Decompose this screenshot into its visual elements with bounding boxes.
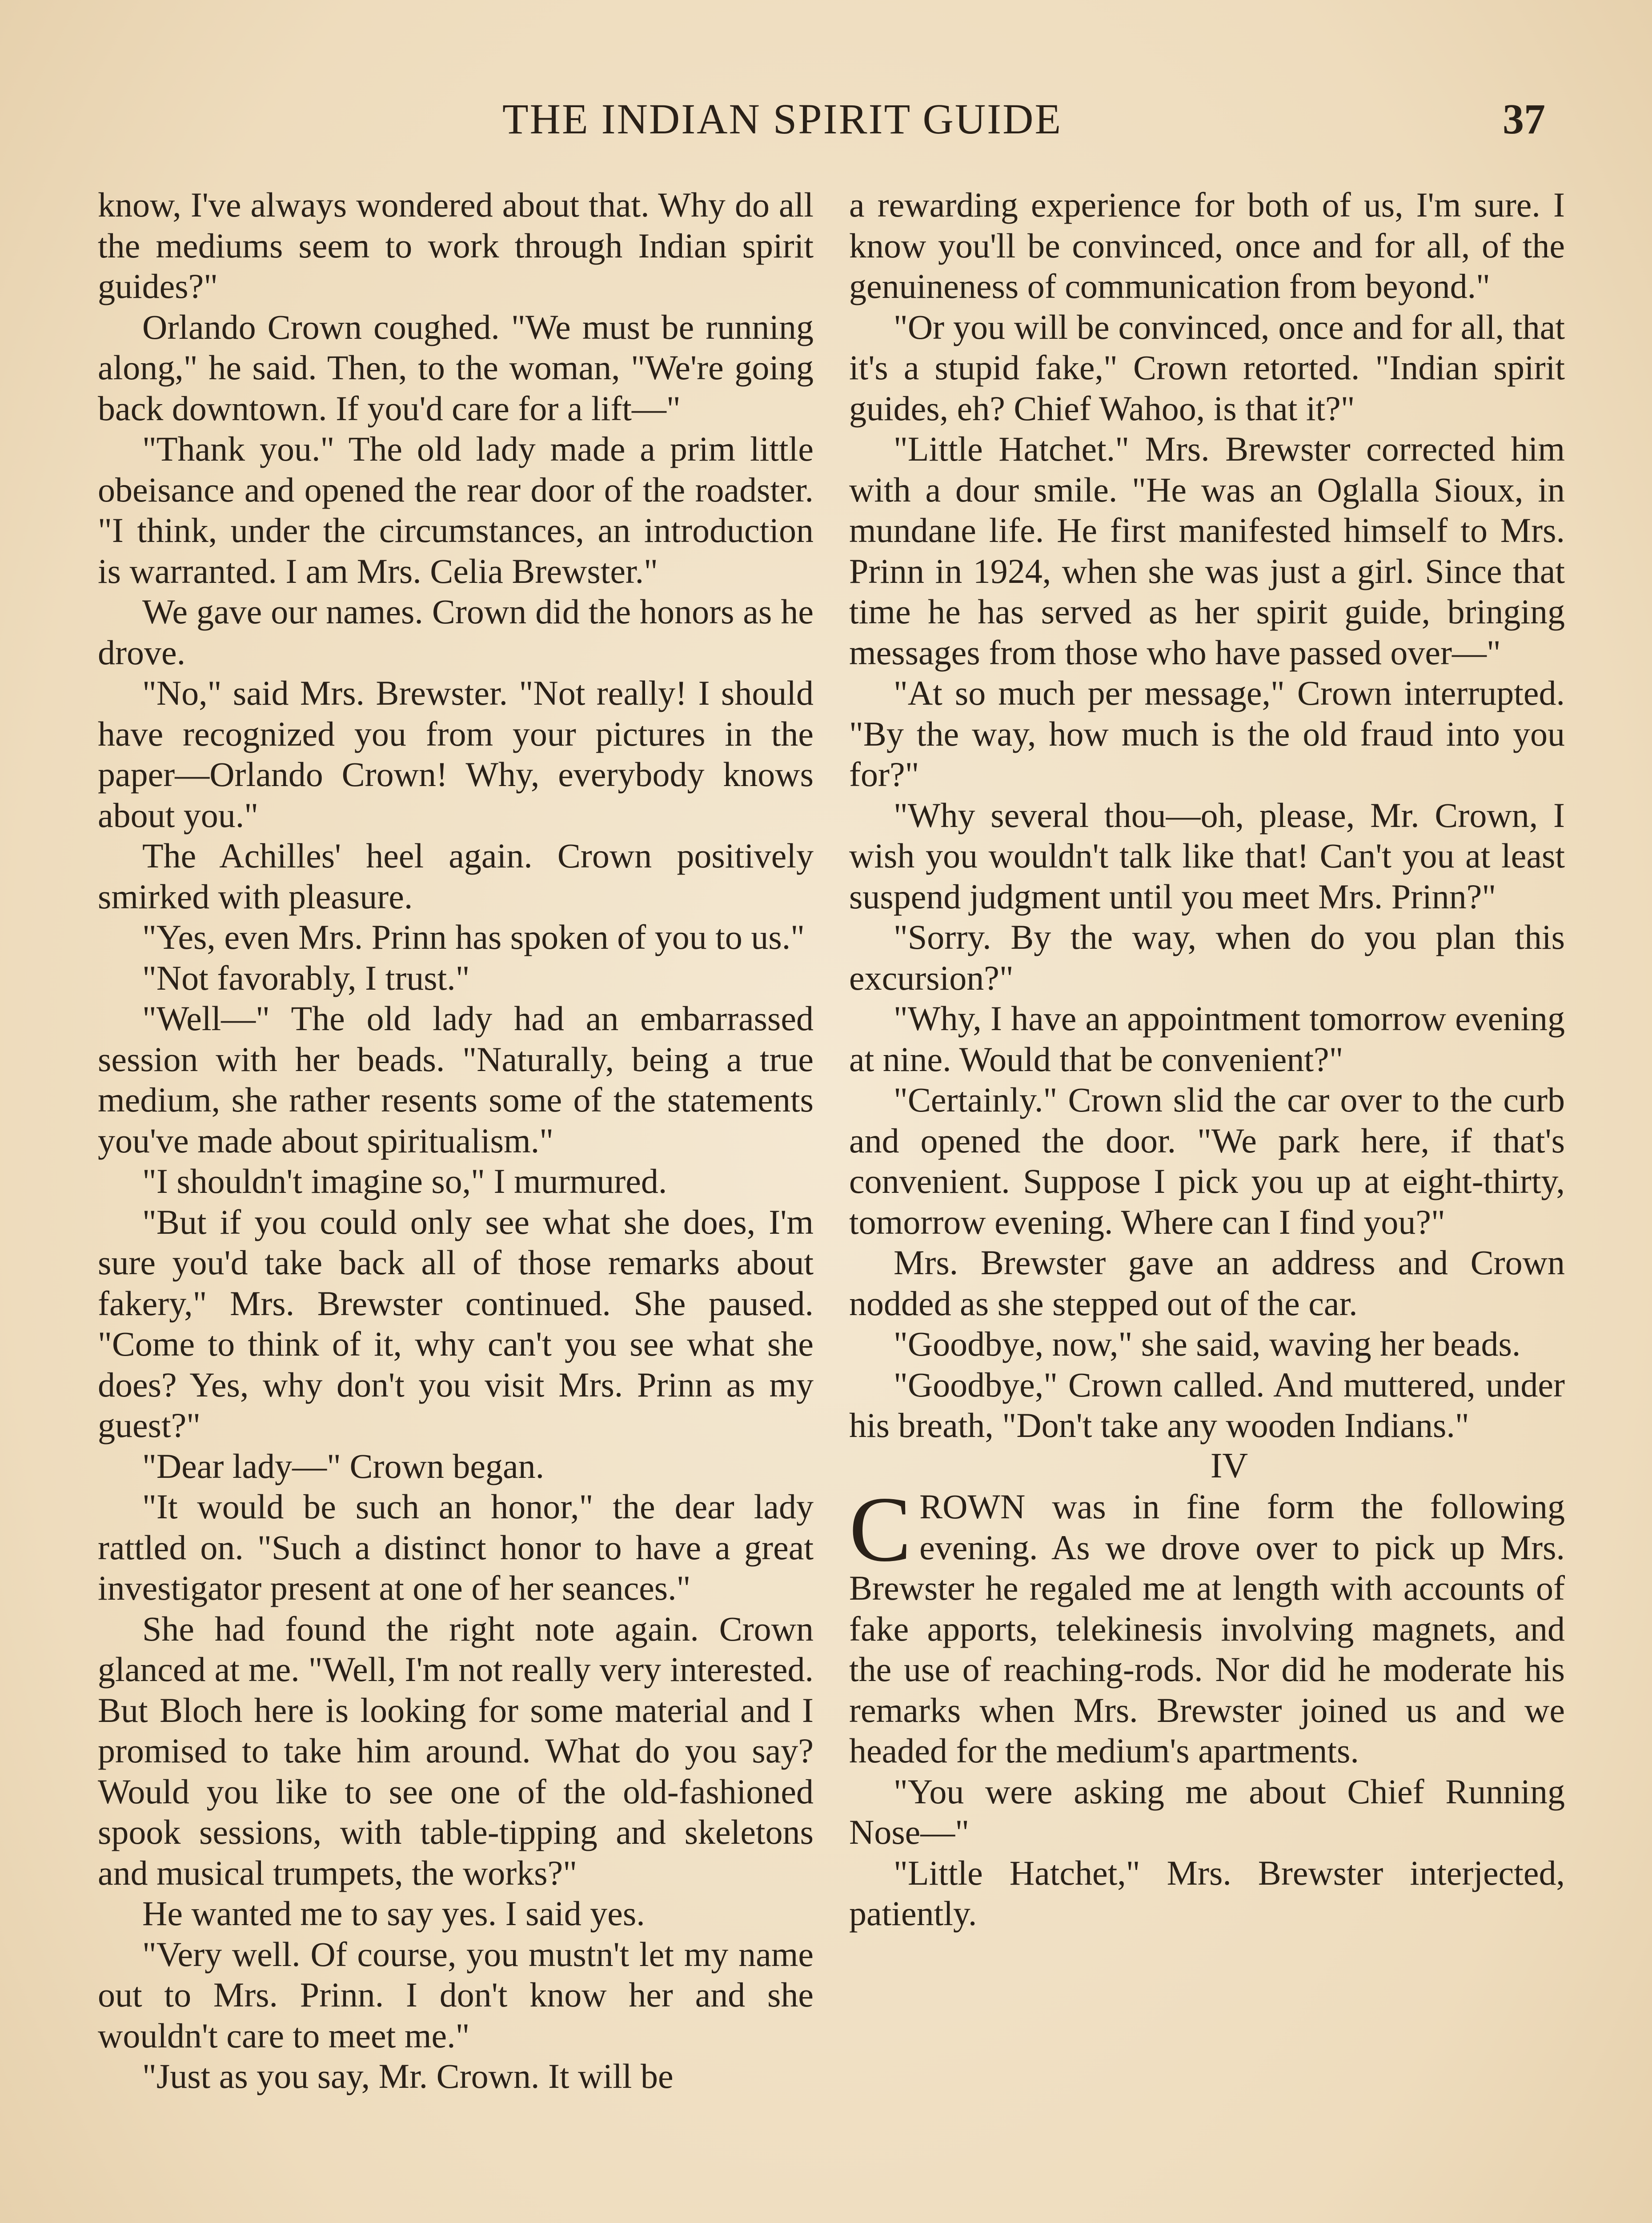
page-header: [0, 94, 1652, 152]
paragraph: "Yes, even Mrs. Prinn has spoken of you to us.": [142, 918, 805, 956]
section-number: IV: [1210, 1446, 1248, 1485]
paragraph: He wanted me to say yes. I said yes.: [142, 1894, 645, 1933]
paragraph: a rewarding experience for both of us, I'm sure. I know you'll be convinced, once and for all, of the genuineness of communication from beyond.": [849, 185, 1565, 305]
drop-cap: C: [849, 1478, 912, 1581]
paragraph: "Why, I have an appointment tomorrow evening at nine. Would that be convenient?": [849, 999, 1565, 1079]
paragraph: "Why several thou—oh, please, Mr. Crown, I wish you wouldn't talk like that! Can't you at least suspend judgment until you meet Mrs. Prinn?": [849, 795, 1565, 916]
opening-caps: ROWN: [919, 1487, 1026, 1526]
paragraph: We gave our names. Crown did the honors as he drove.: [98, 592, 814, 672]
paragraph: "Little Hatchet." Mrs. Brewster corrected him with a dour smile. "He was an Oglalla Sioux, in mundane life. He first manifested himself to Mrs. Prinn in 1924, when she was just a girl. Since that time he has served as her spirit guide, bringing messages from those who have passed over—": [849, 429, 1565, 672]
paragraph: Orlando Crown coughed. "We must be running along," he said. Then, to the woman, "We're going back downtown. If you'd care for a lift—": [98, 307, 814, 428]
paragraph: "Just as you say, Mr. Crown. It will be: [142, 2057, 674, 2095]
paragraph: "Goodbye, now," she said, waving her beads.: [894, 1324, 1521, 1363]
paragraph: "I shouldn't imagine so," I murmured.: [142, 1162, 667, 1200]
opening-paragraph: [849, 1478, 1565, 1771]
page-number: 37: [1503, 95, 1545, 143]
paragraph: know, I've always wondered about that. Why do all the mediums seem to work through Indian spirit guides?": [98, 185, 814, 305]
paragraph: Mrs. Brewster gave an address and Crown nodded as she stepped out of the car.: [849, 1243, 1565, 1323]
right-column: [849, 185, 1565, 1934]
paragraph: "You were asking me about Chief Running Nose—": [849, 1772, 1565, 1851]
paragraph: "Little Hatchet," Mrs. Brewster interjected, patiently.: [849, 1853, 1565, 1933]
paragraph: "But if you could only see what she does, I'm sure you'd take back all of those remarks about fakery," Mrs. Brewster continued. She paused. "Come to think of it, why can't you see what she does? Yes, why don't you visit Mrs. Prinn as my guest?": [98, 1202, 814, 1445]
paragraph: "Well—" The old lady had an embarrassed session with her beads. "Naturally, being a true medium, she rather resents some of the statements you've made about spiritualism.": [98, 999, 814, 1160]
paragraph: "Goodbye," Crown called. And muttered, under his breath, "Don't take any wooden Indians.": [849, 1365, 1565, 1445]
paragraph: "It would be such an honor," the dear lady rattled on. "Such a distinct honor to have a great investigator present at one of her seances.": [98, 1487, 814, 1607]
left-column: [98, 185, 814, 2097]
paragraph: "At so much per message," Crown interrupted. "By the way, how much is the old fraud into you for?": [849, 674, 1565, 794]
paragraph: "Thank you." The old lady made a prim little obeisance and opened the rear door of the roadster. "I think, under the circumstances, an introduction is warranted. I am Mrs. Celia Brewster.": [98, 429, 814, 590]
paragraph: "Or you will be convinced, once and for all, that it's a stupid fake," Crown retorted. "Indian spirit guides, eh? Chief Wahoo, is that it?": [849, 307, 1565, 428]
paragraph: "Very well. Of course, you mustn't let my name out to Mrs. Prinn. I don't know her and she wouldn't care to meet me.": [98, 1934, 814, 2055]
paragraph: She had found the right note again. Crown glanced at me. "Well, I'm not really very interested. But Bloch here is looking for some material and I promised to take him around. What do you say? Would you like to see one of the old-fashioned spook sessions, with table-tipping and skeletons and musical trumpets, the works?": [98, 1609, 814, 1892]
paragraph: "Dear lady—" Crown began.: [142, 1446, 545, 1485]
paragraph: "Sorry. By the way, when do you plan this excursion?": [849, 918, 1565, 997]
paragraph: "No," said Mrs. Brewster. "Not really! I should have recognized you from your pictures in the paper—Orlando Crown! Why, everybody knows about you.": [98, 674, 814, 835]
running-title: THE INDIAN SPIRIT GUIDE: [502, 95, 1063, 143]
paragraph: "Certainly." Crown slid the car over to the curb and opened the door. "We park here, if that's convenient. Suppose I pick you up at eight-thirty, tomorrow evening. Where can I find you?": [849, 1080, 1565, 1241]
paragraph: "Not favorably, I trust.": [142, 958, 470, 997]
paragraph: The Achilles' heel again. Crown positively smirked with pleasure.: [98, 836, 814, 916]
opening-text: was in fine form the following evening. As we drove over to pick up Mrs. Brewster he regaled me at length with accounts of fake apports, telekinesis involving magnets, and the use of reaching-rods. Nor did he moderate his remarks when Mrs. Brewster joined us and we headed for the medium's apartments.: [849, 1487, 1565, 1770]
